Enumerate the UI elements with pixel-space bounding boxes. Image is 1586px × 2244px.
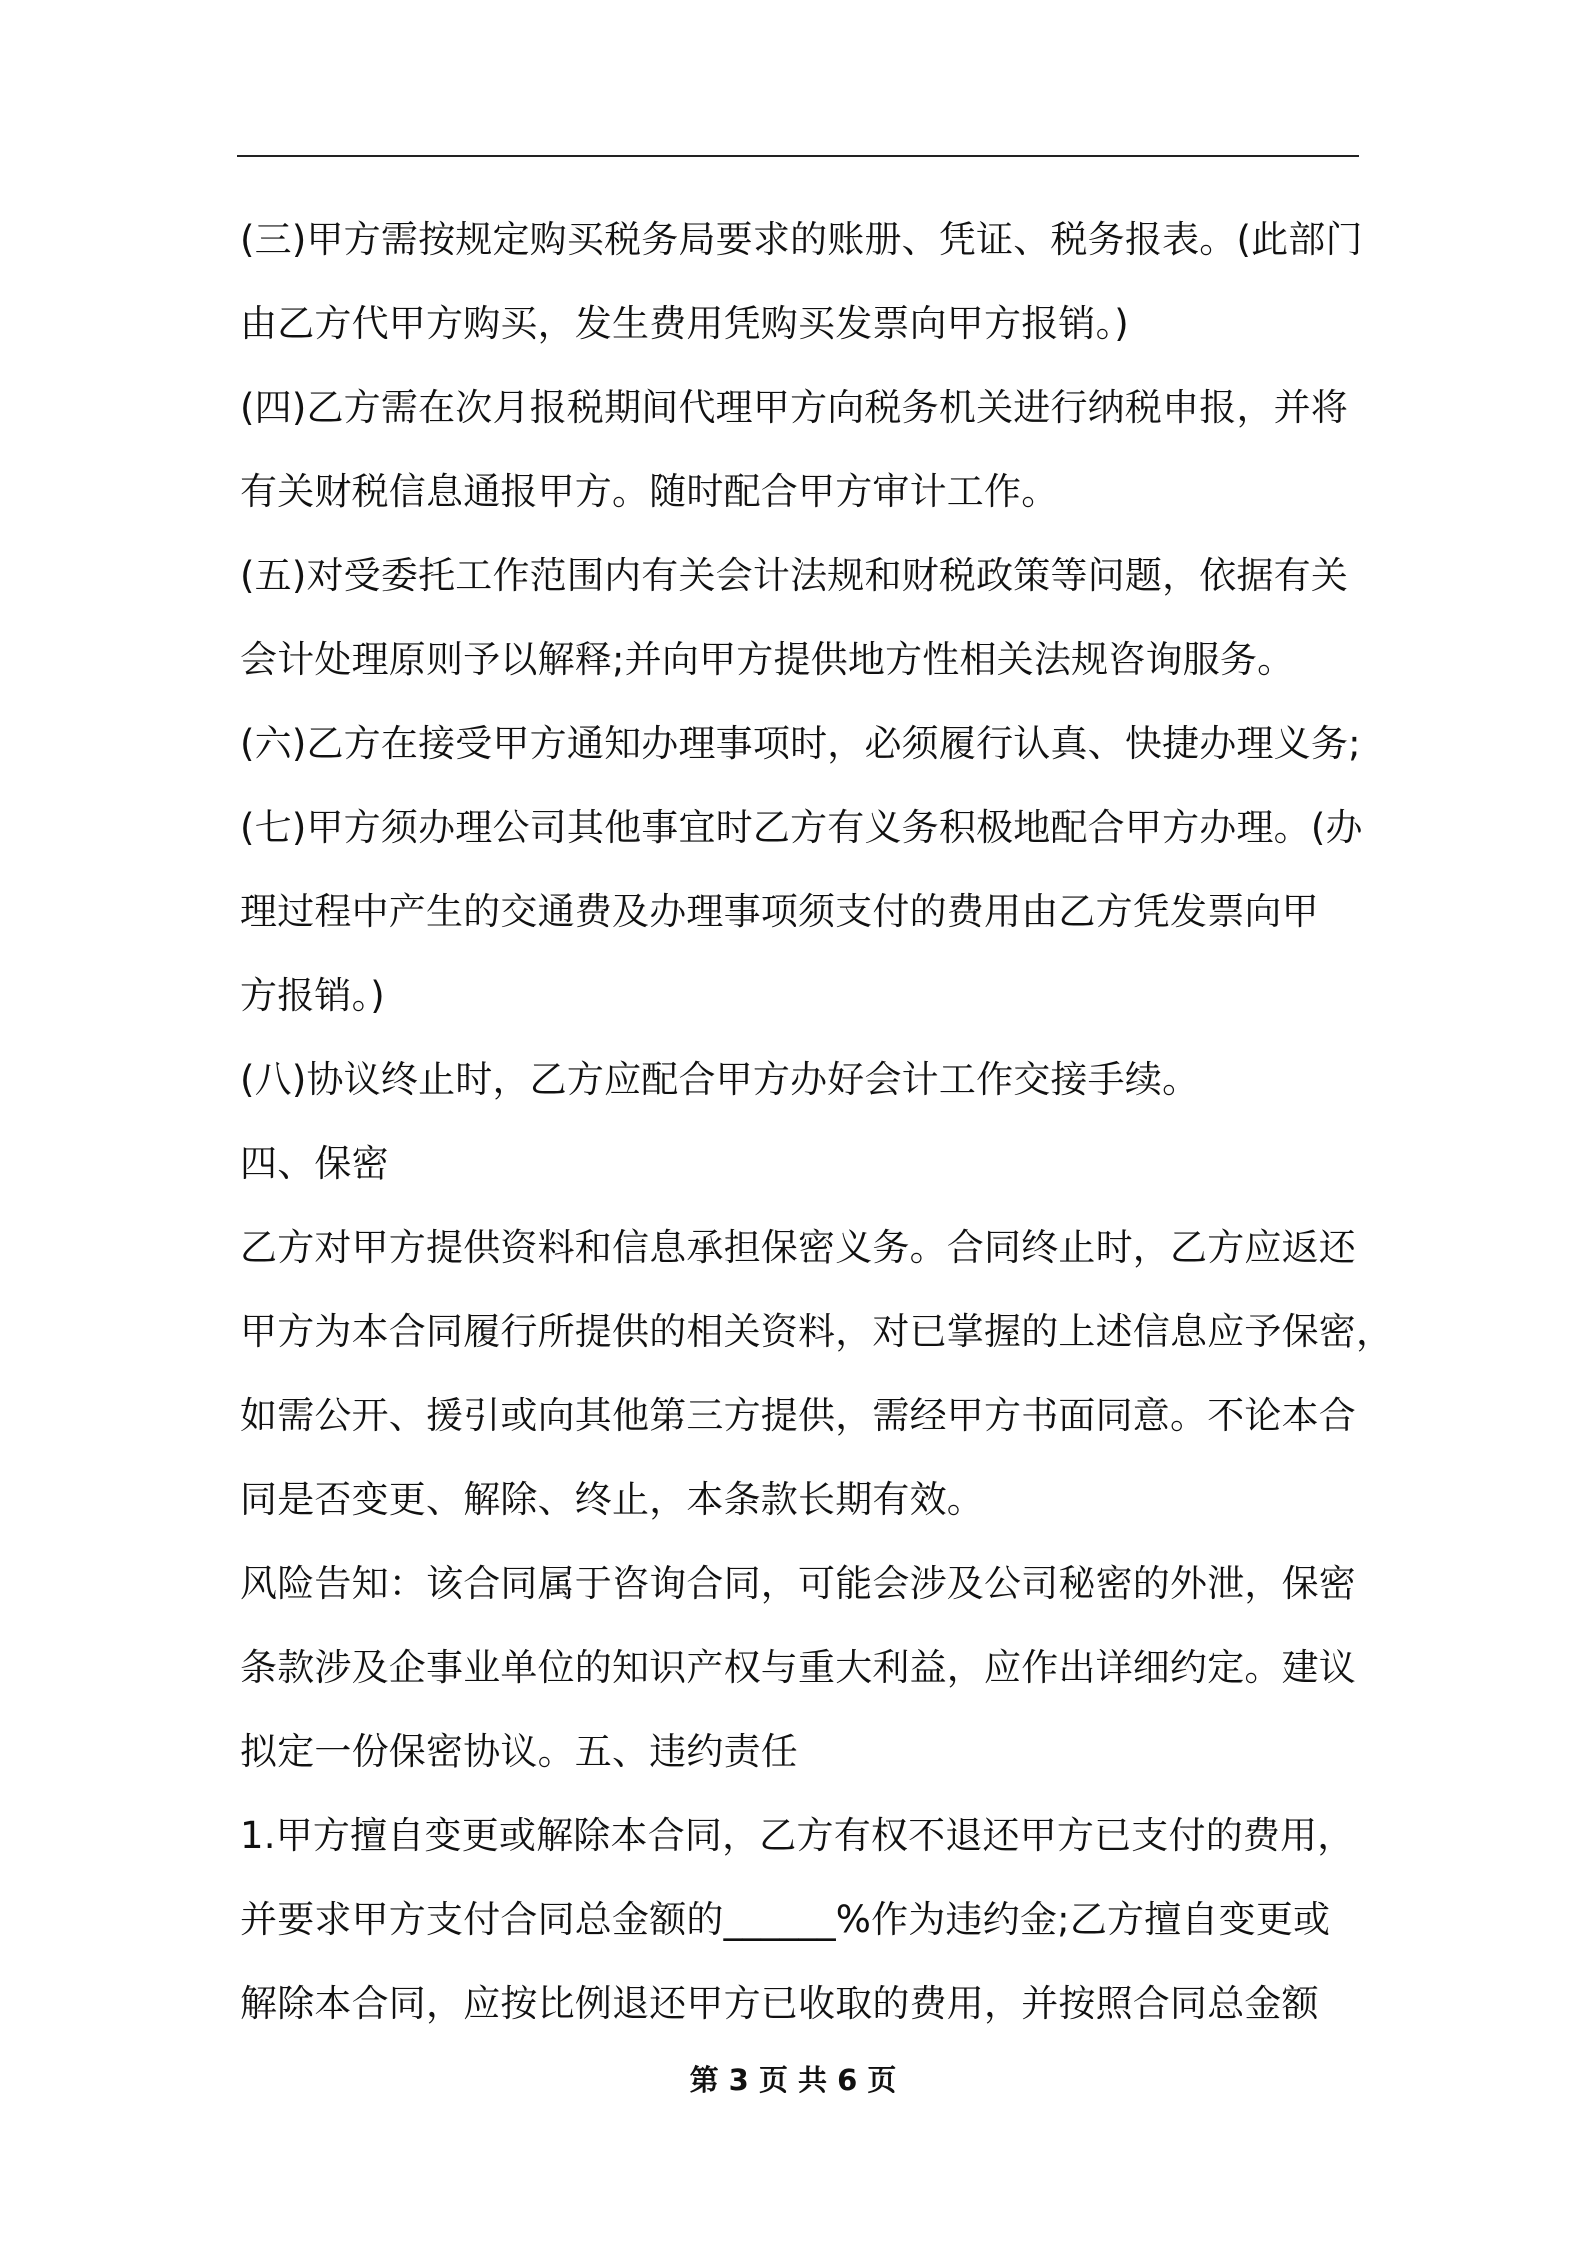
text-line-04: 有关财税信息通报甲方。随时配合甲方审计工作。 xyxy=(240,470,1059,513)
text-line-07: (六)乙方在接受甲方通知办理事项时，必须履行认真、快捷办理义务; xyxy=(240,722,1361,765)
text-line-16: 同是否变更、解除、终止，本条款长期有效。 xyxy=(240,1478,984,1521)
text-line-14: 甲方为本合同履行所提供的相关资料，对已掌握的上述信息应予保密， xyxy=(240,1310,1394,1353)
document-body xyxy=(240,198,1394,2046)
text-line-03: (四)乙方需在次月报税期间代理甲方向税务机关进行纳税申报，并将 xyxy=(240,386,1349,429)
text-line-17: 风险告知：该合同属于咨询合同，可能会涉及公司秘密的外泄，保密 xyxy=(240,1562,1356,1605)
text-line-18: 条款涉及企事业单位的知识产权与重大利益，应作出详细约定。建议 xyxy=(240,1646,1356,1689)
header-rule xyxy=(237,155,1359,157)
section-heading-confidentiality: 四、保密 xyxy=(240,1142,389,1185)
text-line-22: 解除本合同，应按比例退还甲方已收取的费用，并按照合同总金额 xyxy=(240,1982,1319,2025)
text-line-21: 并要求甲方支付合同总金额的______%作为违约金;乙方擅自变更或 xyxy=(240,1898,1331,1941)
text-line-11: (八)协议终止时，乙方应配合甲方办好会计工作交接手续。 xyxy=(240,1058,1200,1101)
text-line-09: 理过程中产生的交通费及办理事项须支付的费用由乙方凭发票向甲 xyxy=(240,890,1319,933)
text-line-15: 如需公开、援引或向其他第三方提供，需经甲方书面同意。不论本合 xyxy=(240,1394,1356,1437)
text-line-13: 乙方对甲方提供资料和信息承担保密义务。合同终止时，乙方应返还 xyxy=(240,1226,1356,1269)
text-line-06: 会计处理原则予以解释;并向甲方提供地方性相关法规咨询服务。 xyxy=(240,638,1295,681)
text-line-02: 由乙方代甲方购买，发生费用凭购买发票向甲方报销。) xyxy=(240,302,1129,345)
text-line-20: 1.甲方擅自变更或解除本合同，乙方有权不退还甲方已支付的费用， xyxy=(240,1814,1355,1857)
page-number-footer: 第 3 页 共 6 页 xyxy=(689,2063,897,2097)
text-line-05: (五)对受委托工作范围内有关会计法规和财税政策等问题，依据有关 xyxy=(240,554,1349,597)
text-line-01: (三)甲方需按规定购买税务局要求的账册、凭证、税务报表。(此部门 xyxy=(240,218,1363,261)
text-line-19: 拟定一份保密协议。五、违约责任 xyxy=(240,1730,798,1773)
text-line-08: (七)甲方须办理公司其他事宜时乙方有义务积极地配合甲方办理。(办 xyxy=(240,806,1363,849)
text-line-10: 方报销。) xyxy=(240,974,385,1017)
